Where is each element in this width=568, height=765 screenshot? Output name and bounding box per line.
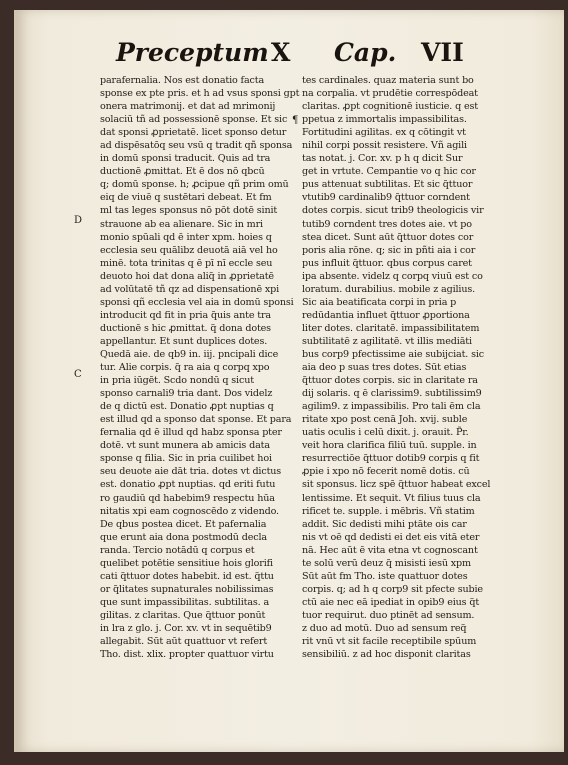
text-line: or q̃litates supnaturales nobilissimas <box>100 583 274 595</box>
text-line: ecclesia seu quālibz deuotā aiā vel ho <box>100 244 278 256</box>
text-line: dotes corpis. sicut trib9 theologicis vir <box>302 205 484 217</box>
text-line: ductionē s hic ꝓmittat. q̃ dona dotes <box>100 322 271 334</box>
header-title: Preceptum <box>116 38 269 67</box>
text-line: te solū verū deuz q̃ misisti iesū xpm <box>302 557 471 569</box>
left-text-column <box>100 74 300 661</box>
text-line: rit vnū vt sit facile receptibile spūum <box>302 636 477 648</box>
text-line: strauone ab ea alienare. Sic in mri <box>100 218 263 230</box>
text-line: loratum. durabilius. mobile z agilius. <box>302 283 476 295</box>
text-line: nā. Hec aūt ē vita etna vt cognoscant <box>302 544 478 556</box>
text-line: sensibiliū. z ad hoc disponit claritas <box>302 649 471 661</box>
text-line: ad volūtatē tñ qz ad dispensationē xpi <box>100 283 280 295</box>
text-line: get in vrtute. Cempantie vo q hic cor <box>302 166 476 178</box>
text-line: sponse ex pte pris. et h ad vsus sponsi gpt <box>100 88 300 100</box>
text-line: q; domū sponse. h; ꝓcipue qñ prim omū <box>100 179 289 191</box>
text-line: ppetua z immortalis impassibilitas. <box>302 114 467 126</box>
text-line: poris alia rōne. q; sic in pñti aia i cor <box>302 244 476 256</box>
text-line: cati q̃ttuor dotes habebit. id est. q̃ttu <box>100 570 274 582</box>
text-line: liter dotes. claritatē. impassibilitatem <box>302 322 480 334</box>
text-line: resurrectiōe q̃ttuor dotib9 corpis q fit <box>302 453 480 465</box>
text-line: corpis. q; ad h q corp9 sit pfecte subie <box>302 583 483 595</box>
text-line: de q dictū est. Donatio ꝓpt nuptias q <box>100 401 274 413</box>
text-line: claritas. ꝓpt cognitionē iusticie. q est <box>302 101 478 113</box>
right-text-column <box>302 74 510 661</box>
text-line: allegabit. Sūt aūt quattuor vt refert <box>100 636 268 648</box>
text-line: Quedā aie. de qb9 in. iij. pncipali dice <box>100 348 279 360</box>
text-line: monio spūali qd ē inter xpm. hoies q <box>100 231 272 243</box>
text-line: onera matrimonij. et dat ad mrimonij <box>100 101 276 113</box>
text-line: appellantur. Et sunt duplices dotes. <box>100 335 268 347</box>
text-line: randa. Tercio notādū q corpus et <box>100 544 255 556</box>
text-line: q̃ttuor dotes corpis. sic in claritate ra <box>302 375 478 387</box>
header-chapter-label: Cap. <box>334 38 397 67</box>
text-line: sit sponsus. licz spē q̃ttuor habeat excel <box>302 479 491 491</box>
text-line: Sic aia beatificata corpi in pria p <box>302 296 457 308</box>
text-line: agilim9. z impassibilis. Pro tali ēm cla <box>302 401 481 413</box>
text-line: pus attenuat subtilitas. Et sic q̃ttuor <box>302 179 473 191</box>
text-line: est illud qd a sponso dat sponse. Et para <box>100 414 292 426</box>
text-line: nihil corpi possit resistere. Vñ agili <box>302 140 467 152</box>
text-line: ritate xpo post cenā Joh. xvij. suble <box>302 414 468 426</box>
text-line: deuoto hoi dat dona aliq̃ in ꝓprietatē <box>100 270 274 282</box>
initial-mark-c: C <box>74 369 82 380</box>
text-line: ml tas leges sponsus nō pōt dotē sinit <box>100 205 278 217</box>
text-line: stea dicet. Sunt aūt q̃ttuor dotes cor <box>302 231 474 243</box>
text-line: que sunt impassibilitas. subtilitas. a <box>100 596 270 608</box>
text-line: in lra z glo. j. Cor. xv. vt in sequētib9 <box>100 622 272 634</box>
text-line: tes cardinales. quaz materia sunt bo <box>302 75 474 86</box>
book-page <box>14 10 564 752</box>
initial-mark-d: D <box>74 215 83 226</box>
text-line: sponso carnali9 tria dant. Dos videlz <box>100 388 273 400</box>
text-line: que erunt aia dona postmodū decla <box>100 531 267 543</box>
text-line: rificet te. supple. i mēbris. Vñ statim <box>302 505 475 517</box>
text-line: subtilitatē z agilitatē. vt illis mediāti <box>302 335 472 347</box>
text-line: ro gaudiū qd habebim9 respectu hūa <box>100 492 275 504</box>
text-line: fernalia qd ē illud qd habz sponsa pter <box>100 427 282 439</box>
text-line: tas notat. j. Cor. xv. p h q dicit Sur <box>302 153 463 165</box>
text-line: na corpalia. vt prudētie correspōdeat <box>302 88 478 100</box>
text-line: addit. Sic dedisti mihi ptāte ois car <box>302 518 467 530</box>
text-line: dat sponsi ꝓprietatē. licet sponso detur <box>100 127 287 139</box>
text-line: tuor requirut. duo ptinēt ad sensum. <box>302 609 475 621</box>
text-line: tutib9 corndent tres dotes aie. vt po <box>302 218 472 230</box>
text-line: gilitas. z claritas. Que q̃ttuor ponūt <box>100 609 266 621</box>
text-line: minē. tota trinitas q ē pī nī eccle seu <box>100 257 273 269</box>
text-line: bus corp9 pfectissime aie subijciat. sic <box>302 348 485 360</box>
text-line: tur. Alie corpis. q̃ ra aia q corpq xpo <box>100 362 270 374</box>
text-line: parafernalia. Nos est donatio facta <box>100 75 265 86</box>
text-line: ipa absente. videlz q corpq viuū est co <box>302 270 483 282</box>
text-line: Tho. dist. xlix. propter quattuor virtu <box>100 649 274 661</box>
text-line: sponse q filia. Sic in pria cuilibet hoi <box>100 453 272 465</box>
header-chapter-numeral: VII <box>421 38 464 67</box>
text-line: in domū sponsi traducit. Quis ad tra <box>100 153 271 165</box>
header-numeral: X <box>271 38 291 67</box>
text-line: introducit qd fit in pria q̃uis ante tra <box>100 309 272 321</box>
text-line: quelibet potētie sensitiue hois glorifi <box>100 557 273 569</box>
text-line: solaciū tñ ad possessionē sponse. Et sic <box>100 114 288 126</box>
text-line: Sūt aūt fm Tho. iste quattuor dotes <box>302 570 468 582</box>
text-line: in pria iūgēt. Scdo nondū q sicut <box>100 375 254 387</box>
text-line: De qbus postea dicet. Et pafernalia <box>100 518 267 530</box>
text-line: redūdantia influet q̃ttuor ꝓportiona <box>302 309 470 321</box>
text-line: veit hora clarifica filiū tuū. supple. in <box>302 440 477 452</box>
text-line: dotē. vt sunt munera ab amicis data <box>100 440 270 452</box>
paragraph-mark: ¶ <box>292 115 299 126</box>
text-line: vtutib9 cardinalib9 q̃ttuor corndent <box>302 192 470 204</box>
text-line: lentissime. Et sequit. Vt filius tuus cla <box>302 492 481 504</box>
text-line: dij solaris. q ē clarissim9. subtilissim9 <box>302 388 482 400</box>
text-line: ductionē ꝓmittat. Et ē dos nō qbcū <box>100 166 265 178</box>
text-line: nitatis xpi eam cognoscēdo z videndo. <box>100 505 279 517</box>
text-line: ad dispēsatōq seu vsū q tradit qñ sponsa <box>100 140 293 152</box>
text-line: est. donatio ꝓpt nuptias. qd eriti futu <box>100 479 276 491</box>
text-line: seu deuote aie dāt tria. dotes vt dictus <box>100 466 282 478</box>
text-line: ctū aie nec eā ipediat in opib9 eius q̃t <box>302 596 480 608</box>
text-line: sponsi qñ ecclesia vel aia in domū sponsi <box>100 296 294 308</box>
running-header <box>116 38 556 68</box>
text-line: pus influit q̃ttuor. qbus corpus caret <box>302 257 472 269</box>
text-line: z duo ad motū. Duo ad sensum req̃ <box>302 622 467 634</box>
text-line: Fortitudini agilitas. ex q cōtingit vt <box>302 127 466 139</box>
text-line: aia deo p suas tres dotes. Sūt etias <box>302 362 467 374</box>
text-line: eiq de viuē q sustētari debeat. Et fm <box>100 192 272 204</box>
text-line: ꝓpie i xpo nō fecerit nomē dotis. cū <box>302 466 470 478</box>
text-line: uatis oculis i celū dixit. j. orauit. P̃r. <box>302 427 469 439</box>
text-line: nis vt oē qd dedisti ei det eis vitā eter <box>302 531 480 543</box>
